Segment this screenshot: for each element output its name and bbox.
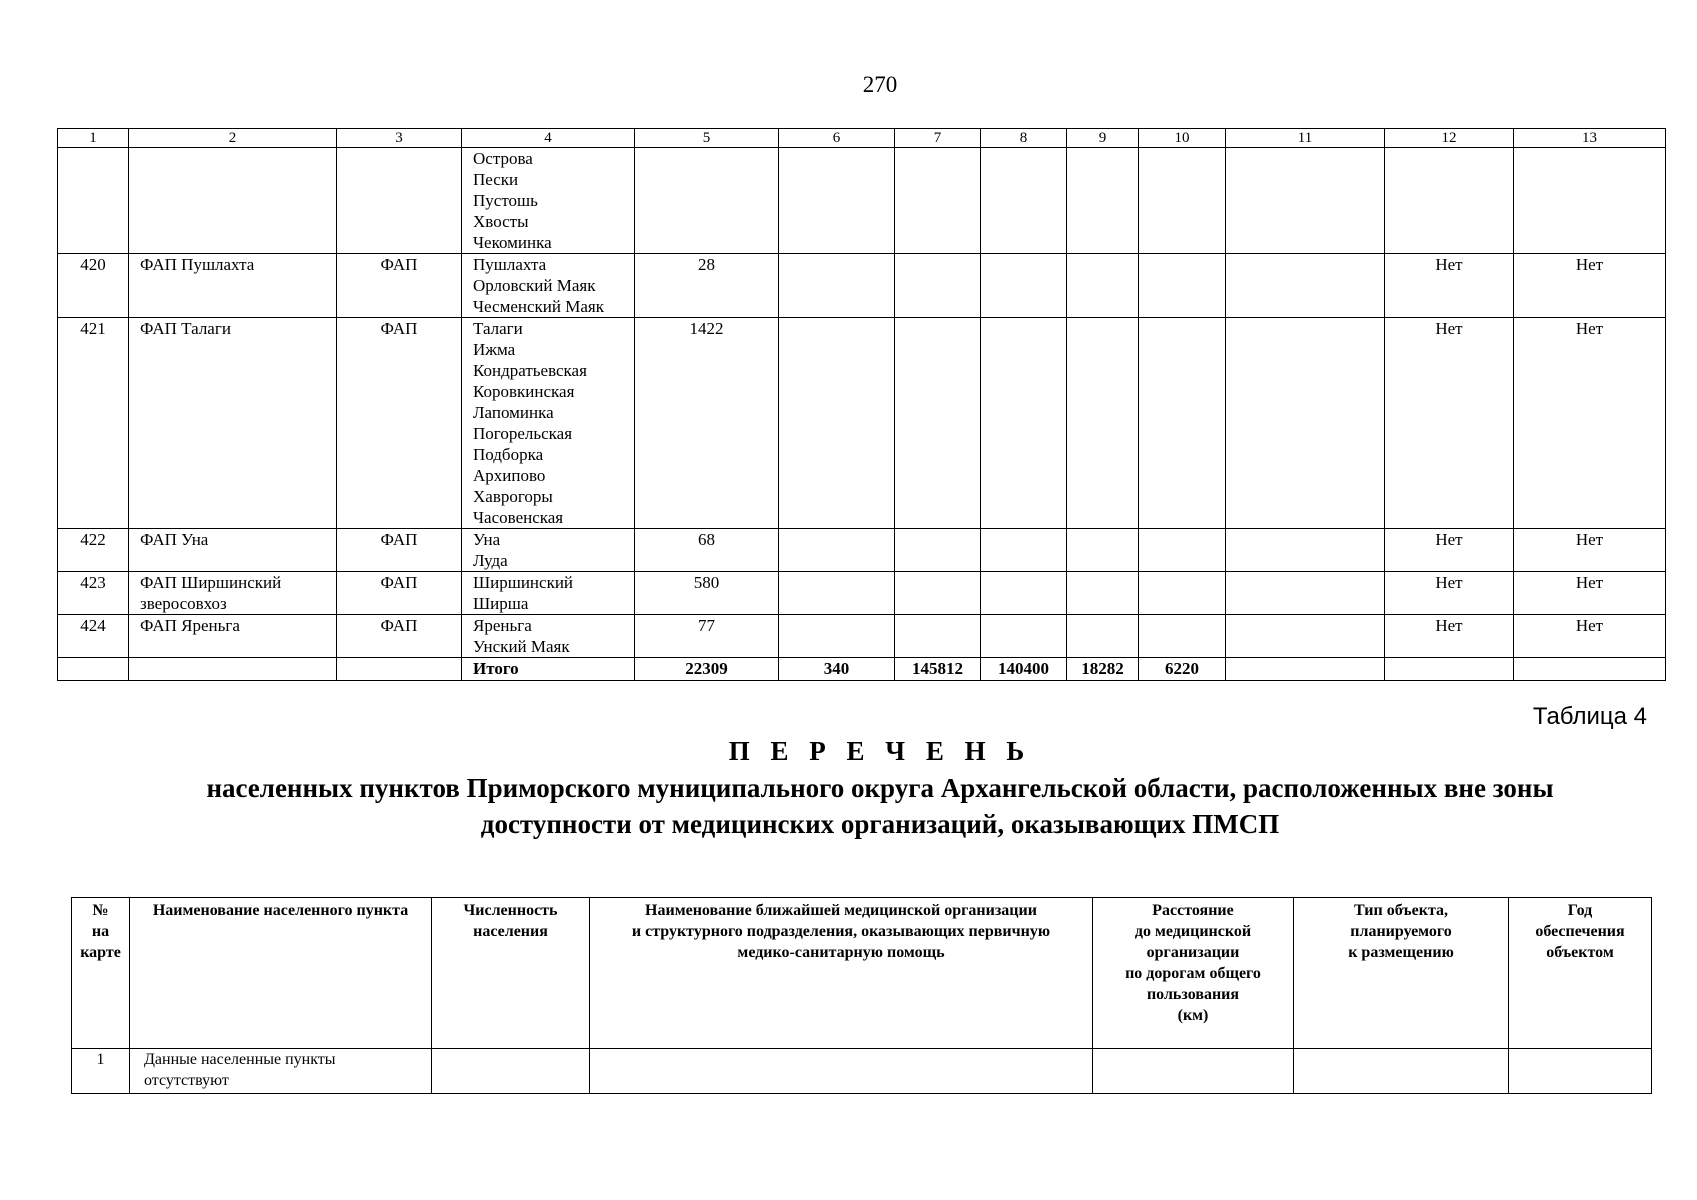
- header-nearest-organization: Наименование ближайшей медицинской организации и структурного подразделения, оказывающих первичную медико-санитарную помощь: [590, 898, 1093, 1049]
- settlement-name: Луда: [473, 551, 508, 570]
- table-row: [72, 1049, 1652, 1094]
- settlement-name: Пушлахта: [473, 255, 547, 274]
- col13-value: Нет: [1514, 318, 1666, 529]
- column-number: 4: [462, 129, 635, 148]
- table-row: [58, 529, 1666, 572]
- col12-value: Нет: [1385, 572, 1514, 615]
- settlement-name: Уна: [473, 530, 501, 549]
- col13-value: Нет: [1514, 254, 1666, 318]
- column-number: 8: [981, 129, 1067, 148]
- settlements-cell: [462, 529, 635, 572]
- column-number: 6: [779, 129, 895, 148]
- header-settlement-name: Наименование населенного пункта: [130, 898, 432, 1049]
- column-number: 10: [1139, 129, 1226, 148]
- col13-value: Нет: [1514, 572, 1666, 615]
- header-map-number: № на карте: [72, 898, 130, 1049]
- settlement-name: Чекоминка: [473, 233, 552, 252]
- header-object-type: Тип объекта, планируемого к размещению: [1294, 898, 1509, 1049]
- settlement-name: Лапоминка: [473, 403, 554, 422]
- header-year: Год обеспечения объектом: [1509, 898, 1652, 1049]
- subtitle-line: населенных пунктов Приморского муниципального округа Архангельской области, расположенных вне зоны: [206, 773, 1554, 803]
- facility-name: ФАП Пушлахта: [129, 254, 337, 318]
- total-row: [58, 658, 1666, 681]
- settlements-cell: [462, 254, 635, 318]
- settlement-name: Хаврогоры: [473, 487, 553, 506]
- col12-value: Нет: [1385, 529, 1514, 572]
- facility-type: ФАП: [337, 615, 462, 658]
- settlement-name: Ширша: [473, 594, 529, 613]
- total-col9: 18282: [1067, 658, 1139, 681]
- column-number: 13: [1514, 129, 1666, 148]
- settlement-name: Погорельская: [473, 424, 573, 443]
- settlement-name: Ижма: [473, 340, 516, 359]
- settlement-name: Часовенская: [473, 508, 564, 527]
- facility-type: ФАП: [337, 572, 462, 615]
- population: 1422: [635, 318, 779, 529]
- settlements-table: [57, 128, 1666, 681]
- column-number: 5: [635, 129, 779, 148]
- settlement-name: Острова: [473, 149, 533, 168]
- column-number: 11: [1226, 129, 1385, 148]
- settlement-name: Талаги: [473, 319, 523, 338]
- column-number-row: [58, 129, 1666, 148]
- settlement-name: Чесменский Маяк: [473, 297, 604, 316]
- table-row-continued: [58, 148, 1666, 254]
- column-number: 12: [1385, 129, 1514, 148]
- settlements-cell: [462, 572, 635, 615]
- population: 580: [635, 572, 779, 615]
- settlement-name: Кондратьевская: [473, 361, 587, 380]
- settlement-name: Данные населенные пункты отсутствуют: [130, 1049, 432, 1094]
- column-number: 9: [1067, 129, 1139, 148]
- settlements-cell: [462, 148, 635, 254]
- column-number: 7: [895, 129, 981, 148]
- settlement-name: Архипово: [473, 466, 546, 485]
- row-number: 423: [58, 572, 129, 615]
- settlement-name: Пустошь: [473, 191, 538, 210]
- table-row: [58, 254, 1666, 318]
- col13-value: Нет: [1514, 529, 1666, 572]
- total-col10: 6220: [1139, 658, 1226, 681]
- col13-value: Нет: [1514, 615, 1666, 658]
- col12-value: Нет: [1385, 615, 1514, 658]
- facility-name: ФАП Уна: [129, 529, 337, 572]
- facility-name: ФАП Талаги: [129, 318, 337, 529]
- document-subtitle: [160, 770, 1600, 842]
- col12-value: Нет: [1385, 318, 1514, 529]
- settlement-name: Пески: [473, 170, 519, 189]
- facility-name: ФАП Ширшинский зверосовхоз: [129, 572, 337, 615]
- subtitle-line: доступности от медицинских организаций, оказывающих ПМСП: [480, 809, 1280, 839]
- header-distance: Расстояние до медицинской организации по дорогам общего пользования (км): [1093, 898, 1294, 1049]
- column-number: 1: [58, 129, 129, 148]
- table-label: Таблица 4: [1532, 703, 1647, 730]
- facility-type: ФАП: [337, 318, 462, 529]
- table-header-row: [72, 898, 1652, 1049]
- column-number: 2: [129, 129, 337, 148]
- table-row: [58, 572, 1666, 615]
- facility-type: ФАП: [337, 254, 462, 318]
- total-col6: 340: [779, 658, 895, 681]
- population: 68: [635, 529, 779, 572]
- facility-type: ФАП: [337, 529, 462, 572]
- col12-value: Нет: [1385, 254, 1514, 318]
- table-row: [58, 318, 1666, 529]
- page-number: 270: [862, 72, 898, 97]
- total-col7: 145812: [895, 658, 981, 681]
- settlement-name: Подборка: [473, 445, 544, 464]
- facility-name: ФАП Яреньга: [129, 615, 337, 658]
- population: 28: [635, 254, 779, 318]
- settlement-name: Ширшинский: [473, 573, 574, 592]
- column-number: 3: [337, 129, 462, 148]
- row-number: 422: [58, 529, 129, 572]
- settlement-name: Яреньга: [473, 616, 532, 635]
- header-population: Численность населения: [432, 898, 590, 1049]
- document-title: П Е Р Е Ч Е Н Ь: [728, 736, 1032, 766]
- total-label: Итого: [462, 658, 635, 681]
- settlements-cell: [462, 615, 635, 658]
- population: 77: [635, 615, 779, 658]
- settlements-cell: [462, 318, 635, 529]
- out-of-zone-settlements-table: [71, 897, 1652, 1094]
- row-number: 424: [58, 615, 129, 658]
- settlement-name: Унский Маяк: [473, 637, 570, 656]
- settlement-name: Хвосты: [473, 212, 529, 231]
- row-number: 1: [72, 1049, 130, 1094]
- row-number: 420: [58, 254, 129, 318]
- row-number: 421: [58, 318, 129, 529]
- settlement-name: Орловский Маяк: [473, 276, 596, 295]
- total-col5: 22309: [635, 658, 779, 681]
- table-row: [58, 615, 1666, 658]
- total-col8: 140400: [981, 658, 1067, 681]
- settlement-name: Коровкинская: [473, 382, 575, 401]
